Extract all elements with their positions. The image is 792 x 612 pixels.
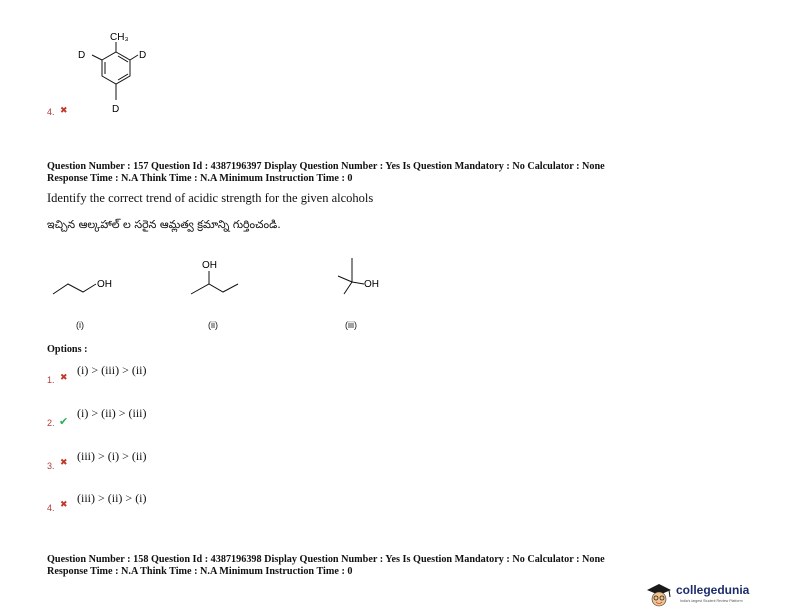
option-text: (i) > (ii) > (iii): [77, 406, 147, 420]
d-right-label: D: [139, 50, 147, 61]
collegedunia-logo: [644, 580, 790, 610]
structure-iii: [330, 254, 390, 299]
structure-ii: [185, 256, 245, 301]
d-left-label: D: [78, 50, 86, 61]
structure-iii-label: (iii): [345, 320, 357, 330]
structure-i-label: (i): [76, 320, 84, 330]
ch3-label: CH₃: [110, 32, 129, 43]
brand-tagline: India's largest Student Review Platform: [680, 599, 743, 603]
option-number: 4.: [47, 107, 55, 117]
cross-icon: ✖: [60, 373, 68, 383]
mascot-icon: [644, 582, 674, 608]
trideuterotoluene-structure: [72, 28, 152, 118]
option-number: 1.: [47, 375, 55, 385]
question-meta-line1: Question Number : 157 Question Id : 4387196397 Display Question Number : Yes Is Question Mandatory : No Calculator : None: [47, 161, 605, 172]
structure-ii-oh: OH: [202, 260, 217, 271]
option-text: (iii) > (i) > (ii): [77, 449, 147, 463]
structure-ii-label: (ii): [208, 320, 218, 330]
question-text-english: Identify the correct trend of acidic strength for the given alcohols: [47, 191, 374, 205]
structure-i-oh: OH: [97, 279, 112, 290]
question-meta-line2: Response Time : N.A Think Time : N.A Minimum Instruction Time : 0: [47, 566, 353, 577]
option-text: (iii) > (ii) > (i): [77, 491, 147, 505]
question-meta-line2: Response Time : N.A Think Time : N.A Minimum Instruction Time : 0: [47, 173, 353, 184]
d-bottom-label: D: [112, 104, 120, 115]
check-icon: ✔: [59, 415, 69, 428]
question-text-telugu: ఇచ్చిన ఆల్కహాల్ ల సరైన ఆమ్లత్వ క్రమాన్ని గుర్తించండి.: [47, 218, 281, 231]
cross-icon: ✖: [60, 106, 68, 116]
cross-icon: ✖: [60, 500, 68, 510]
question-meta-line1: Question Number : 158 Question Id : 4387196398 Display Question Number : Yes Is Question Mandatory : No Calculator : None: [47, 554, 605, 565]
option-number: 4.: [47, 503, 55, 513]
structure-i: [50, 270, 130, 300]
cross-icon: ✖: [60, 458, 68, 468]
option-number: 3.: [47, 461, 55, 471]
brand-name: collegedunia: [676, 583, 750, 597]
structure-iii-oh: OH: [364, 279, 379, 290]
option-text: (i) > (iii) > (ii): [77, 363, 147, 377]
option-number: 2.: [47, 418, 55, 428]
options-heading: Options :: [47, 344, 88, 355]
